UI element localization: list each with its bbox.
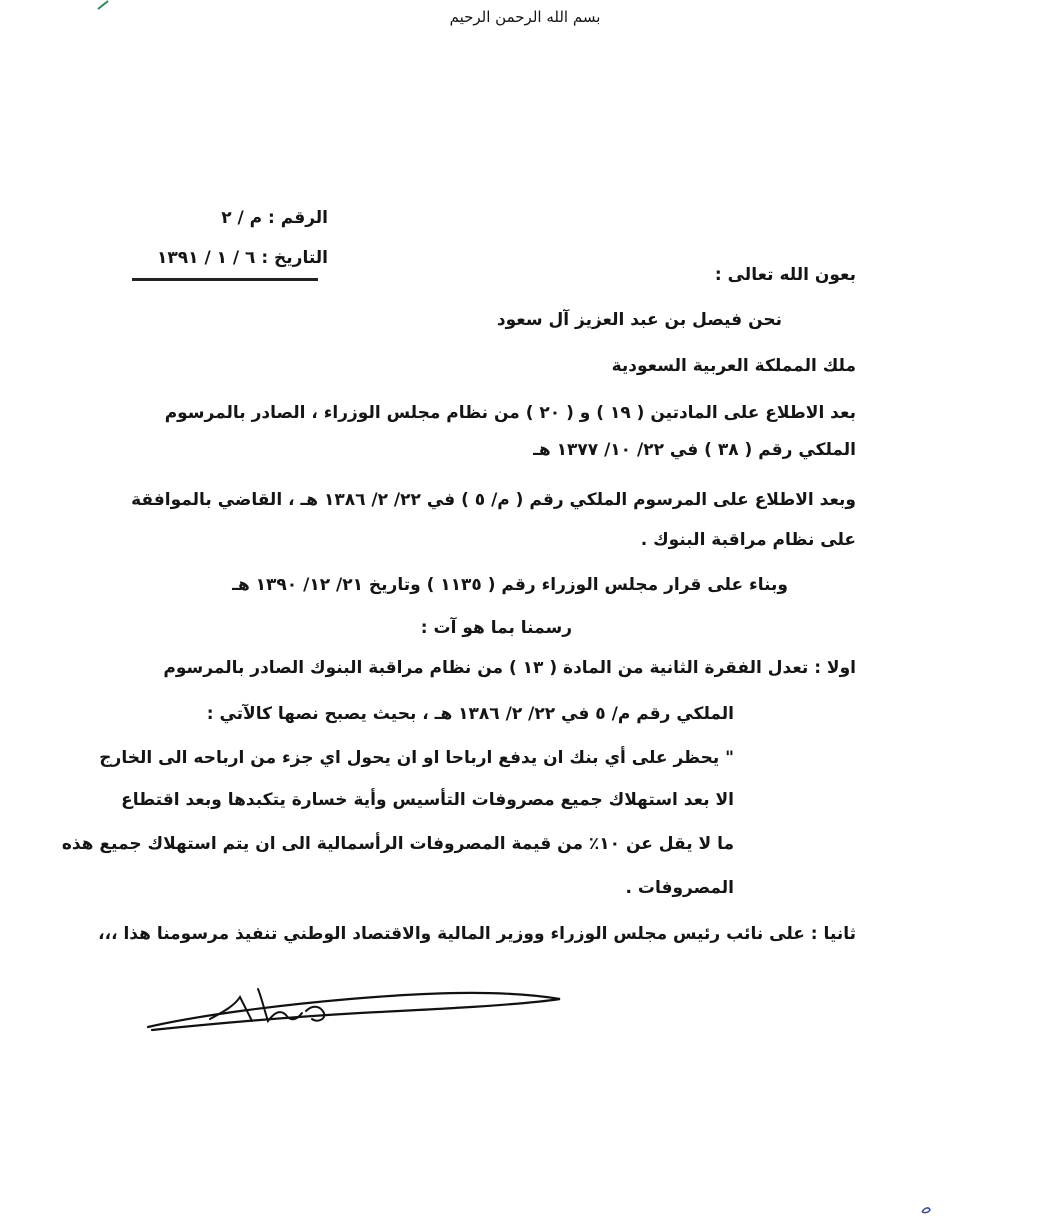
preamble-1-line-2: الملكي رقم ( ٣٨ ) في ٢٢/ ١٠/ ١٣٧٧ هـ xyxy=(533,440,856,460)
quoted-text-line-1: " يحظر على أي بنك ان يدفع ارباحا او ان يحول اي جزء من ارباحه الى الخارج xyxy=(99,748,734,768)
article-2: ثانيا : على نائب رئيس مجلس الوزراء ووزير المالية والاقتصاد الوطني تنفيذ مرسومنا هذا ،،، xyxy=(98,924,856,944)
preamble-3: وبناء على قرار مجلس الوزراء رقم ( ١١٣٥ ) وتاريخ ٢١/ ١٢/ ١٣٩٠ هـ xyxy=(232,575,788,595)
issuer-title: ملك المملكة العربية السعودية xyxy=(611,356,856,376)
article-1-line-2: الملكي رقم م/ ٥ في ٢٢/ ٢/ ١٣٨٦ هـ ، بحيث يصبح نصها كالآتي : xyxy=(206,704,734,724)
reference-date: التاريخ : ٦ / ١ / ١٣٩١ xyxy=(157,248,328,268)
quoted-text-line-2: الا بعد استهلاك جميع مصروفات التأسيس وأية خسارة يتكبدها وبعد اقتطاع xyxy=(121,790,734,810)
date-underline xyxy=(132,278,318,281)
signature-icon xyxy=(140,975,570,1045)
article-1-line-1: اولا : تعدل الفقرة الثانية من المادة ( ١٣ ) من نظام مراقبة البنوك الصادر بالمرسوم xyxy=(163,658,856,678)
preamble-1-line-1: بعد الاطلاع على المادتين ( ١٩ ) و ( ٢٠ ) من نظام مجلس الوزراء ، الصادر بالمرسوم xyxy=(164,403,856,423)
decree-heading: رسمنا بما هو آت : xyxy=(420,618,572,638)
preamble-2-line-1: وبعد الاطلاع على المرسوم الملكي رقم ( م/ ٥ ) في ٢٢/ ٢/ ١٣٨٦ هـ ، القاضي بالموافقة xyxy=(131,490,856,510)
quoted-text-line-4: المصروفات . xyxy=(625,878,734,898)
issuer-name: نحن فيصل بن عبد العزيز آل سعود xyxy=(496,310,782,330)
quoted-text-line-3: ما لا يقل عن ١٠٪ من قيمة المصروفات الرأسمالية الى ان يتم استهلاك جميع هذه xyxy=(61,834,734,854)
preamble-2-line-2: على نظام مراقبة البنوك . xyxy=(640,530,856,550)
reference-number: الرقم : م / ٢ xyxy=(221,208,328,228)
corner-mark-icon xyxy=(96,0,110,10)
footer-mark-icon xyxy=(920,1204,932,1214)
basmala: بسم الله الرحمن الرحيم xyxy=(449,8,601,26)
reference-block xyxy=(128,198,328,290)
invocation: بعون الله تعالى : xyxy=(714,265,856,285)
